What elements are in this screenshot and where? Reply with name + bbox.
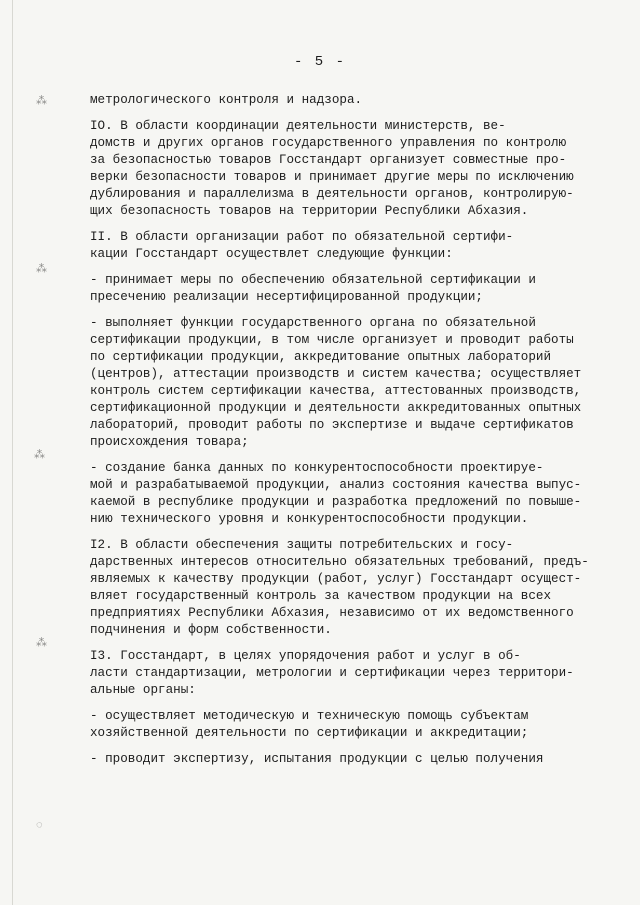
paragraph-12-consumer-protection: I2. В области обеспечения защиты потребительских и госу- дарственных интересов относительно обязательных требований, предъ- являемых к качеству продукции (работ, услуг) Госстандарт осущест- вляет государственный контроль за качеством продукции на всех предприятиях Республики Абхазия, независимо от их ведомственного подчинения и форм собственности. [90, 538, 589, 637]
list-item-certification-measures: - принимает меры по обеспечению обязательной сертификации и пресечению реализации несертифицированной продукции; [90, 273, 536, 304]
list-item-methodical-assistance: - осуществляет методическую и техническую помощь субъектам хозяйственной деятельности по сертификации и аккредитации; [90, 709, 529, 740]
paragraph-10-coordination: IO. В области координации деятельности министерств, ве- домств и других органов государственного управления по контролю за безопасностью товаров Госстандарт организует совместные про- верки безопасности товаров и принимает другие меры по исключению дублирования и параллелизма в деятельности органов, контролирую- щих безопасность товаров на территории Республики Абхазия. [90, 119, 574, 218]
paragraph-11-certification: II. В области организации работ по обязательной сертифи- кации Госстандарт осуществлет следующие функции: [90, 230, 514, 261]
list-item-competitiveness-database: - создание банка данных по конкурентоспособности проектируе- мой и разрабатываемой продукции, анализ состояния качества выпус- каемой в республике продукции и разработка предложений по повыше- нию технического уровня и конкурентоспособности продукции. [90, 461, 582, 526]
punch-hole-mark: ⁂ [36, 96, 47, 108]
document-body [90, 92, 606, 777]
punch-hole-mark: ◌ [36, 820, 43, 832]
list-item-expertise-testing: - проводит экспертизу, испытания продукции с целью получения [90, 752, 544, 766]
list-item-state-body-functions: - выполняет функции государственного органа по обязательной сертификации продукции, в том числе организует и проводит работы по сертификации продукции, аккредитование опытных лабораторий (центров), аттестации производств и систем качества; осуществляет контроль систем сертификации качества, аттестованных производств, сертификационной продукции и деятельности аккредитованных опытных лабораторий, проводит работы по экспертизе и выдаче сертификатов происхождения товара; [90, 316, 582, 449]
page-number: - 5 - [293, 54, 346, 70]
punch-hole-mark: ⁂ [34, 450, 45, 462]
punch-hole-mark: ⁂ [36, 264, 47, 276]
paragraph-continuation: метрологического контроля и надзора. [90, 93, 363, 107]
paragraph-13-territorial-bodies: I3. Госстандарт, в целях упорядочения работ и услуг в об- ласти стандартизации, метрологии и сертификации через территори- альные органы: [90, 649, 574, 697]
punch-hole-mark: ⁂ [36, 638, 47, 650]
page-edge-line [12, 0, 13, 905]
